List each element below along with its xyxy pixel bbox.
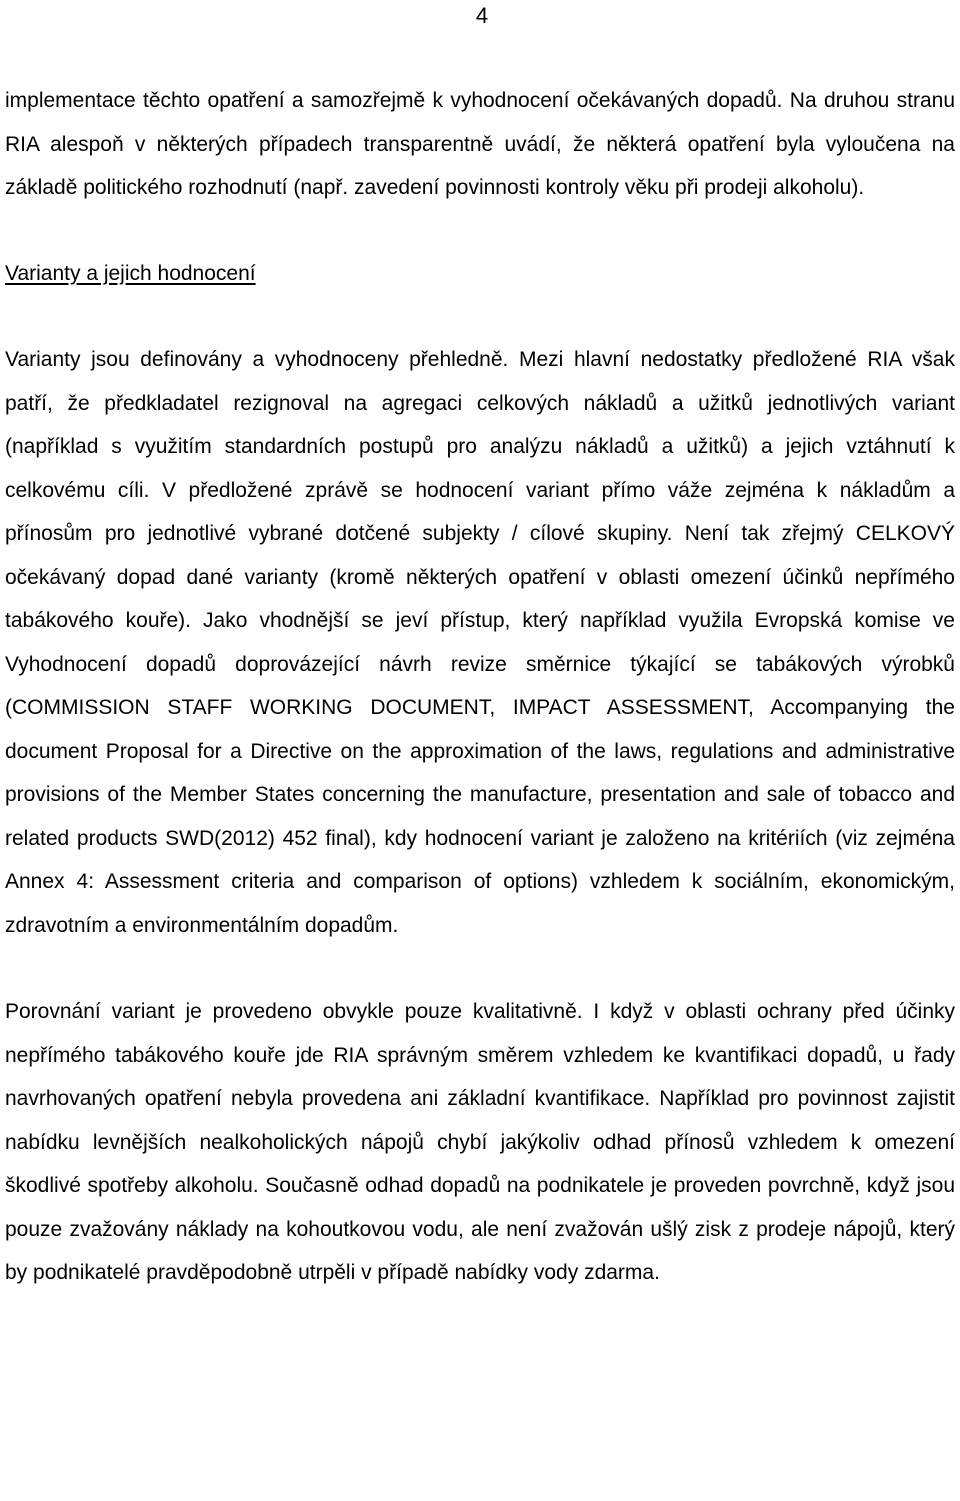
document-body [5,79,955,1295]
paragraph-comparison: Porovnání variant je provedeno obvykle pouze kvalitativně. I když v oblasti ochrany před účinky nepřímého tabákového kouře jde RIA správným směrem vzhledem ke kvantifikaci dopadů, u řady navrhovaných opatření nebyla provedena ani základní kvantifikace. Například pro povinnost zajistit nabídku levnějších nealkoholických nápojů chybí jakýkoliv odhad přínosů vzhledem k omezení škodlivé spotřeby alkoholu. Současně odhad dopadů na podnikatele je proveden povrchně, když jsou pouze zvažovány náklady na kohoutkovou vodu, ale není zvažován ušlý zisk z prodeje nápojů, který by podnikatelé pravděpodobně utrpěli v případě nabídky vody zdarma. [5,1000,955,1284]
page-number: 4 [475,3,489,28]
paragraph-spacer [5,210,955,252]
paragraph-spacer [5,947,955,990]
paragraph-intro: implementace těchto opatření a samozřejmě k vyhodnocení očekávaných dopadů. Na druhou stranu RIA alespoň v některých případech transparentně uvádí, že některá opatření byla vyloučena na základě politického rozhodnutí (např. zavedení povinnosti kontroly věku při prodeji alkoholu). [5,89,955,199]
section-heading: Varianty a jejich hodnocení [5,261,256,285]
paragraph-variants: Varianty jsou definovány a vyhodnoceny přehledně. Mezi hlavní nedostatky předložené RIA však patří, že předkladatel rezignoval na agregaci celkových nákladů a užitků jednotlivých variant (například s využitím standardních postupů pro analýzu nákladů a užitků) a jejich vztáhnutí k celkovému cíli. V předložené zprávě se hodnocení variant přímo váže zejména k nákladům a přínosům pro jednotlivé vybrané dotčené subjekty / cílové skupiny. Není tak zřejmý CELKOVÝ očekávaný dopad dané varianty (kromě některých opatření v oblasti omezení účinků nepřímého tabákového kouře). Jako vhodnější se jeví přístup, který například využila Evropská komise ve Vyhodnocení dopadů doprovázející návrh revize směrnice týkající se tabákových výrobků (COMMISSION STAFF WORKING DOCUMENT, IMPACT ASSESSMENT, Accompanying the document Proposal for a Directive on the approximation of the laws, regulations and administrative provisions of the Member States concerning the manufacture, presentation and sale of tobacco and related products SWD(2012) 452 final), kdy hodnocení variant je založeno na kritériích (viz zejména Annex 4: Assessment criteria and comparison of options) vzhledem k sociálním, ekonomickým, zdravotním a environmentálním dopadům. [5,348,955,937]
paragraph-spacer [5,295,955,338]
